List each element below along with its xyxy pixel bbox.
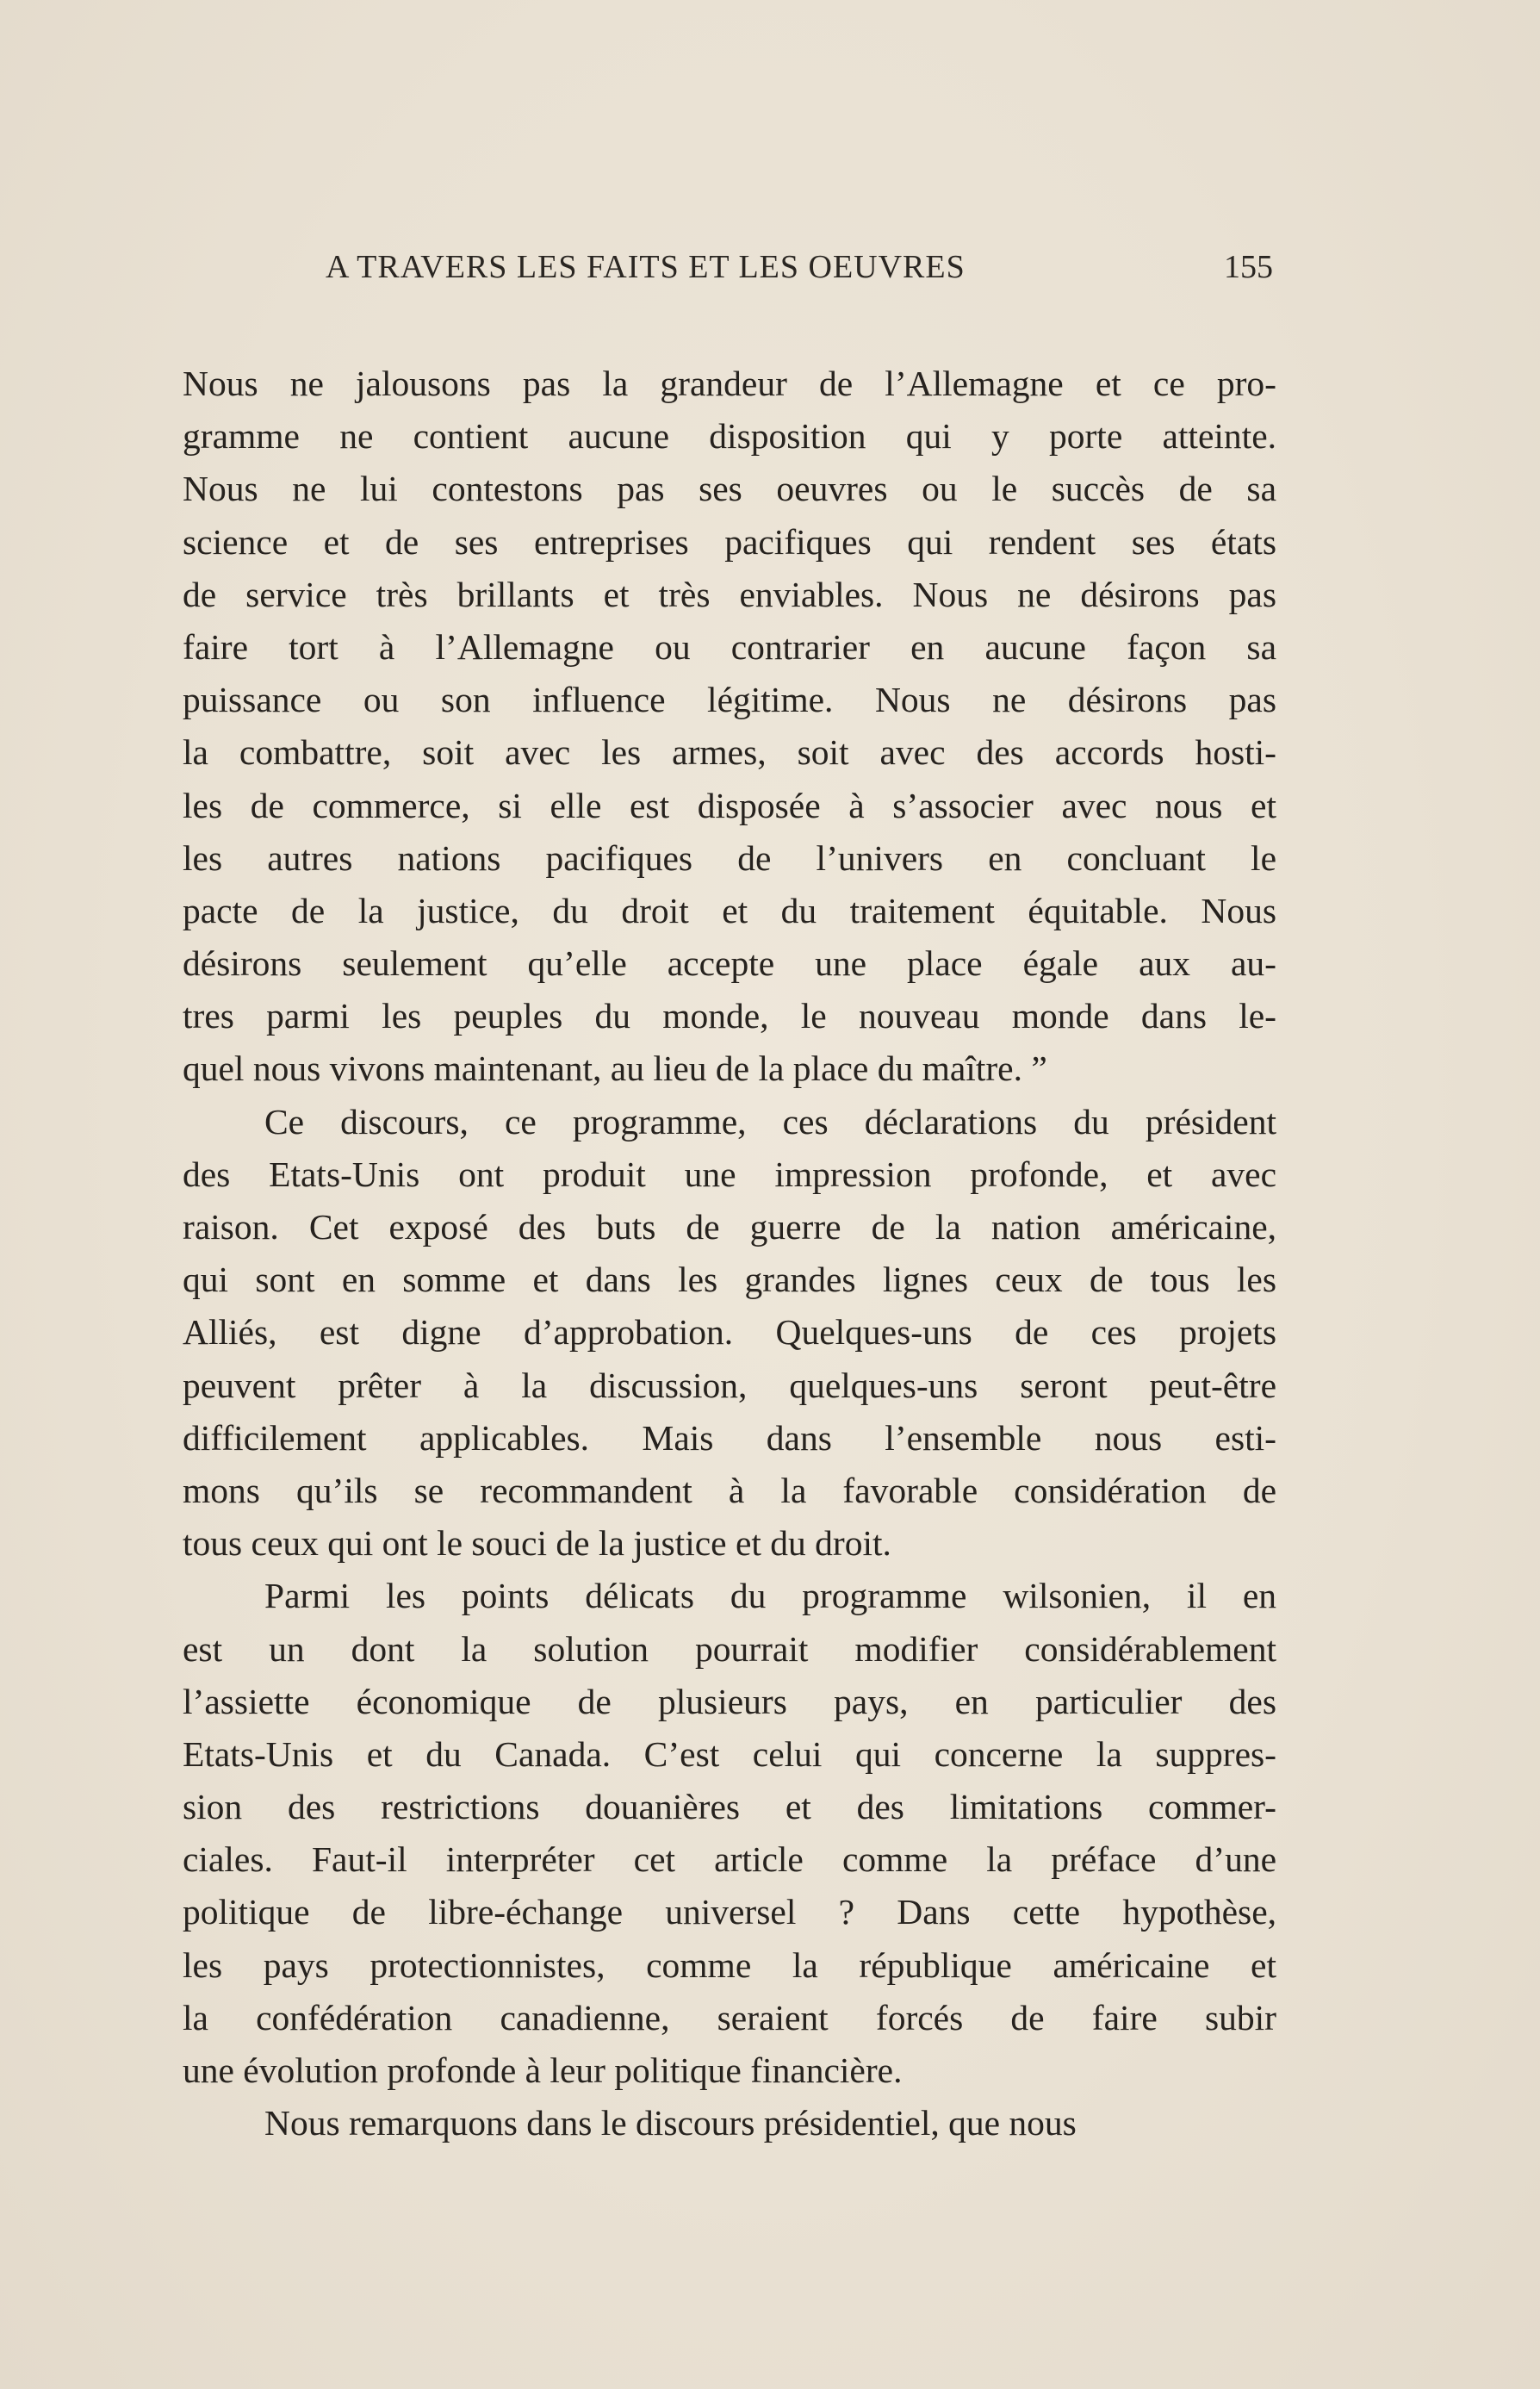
text-line: les autres nations pacifiques de l’univers en concluant le — [183, 837, 1276, 878]
text-line: peuvent prêter à la discussion, quelques-uns seront peut-être — [183, 1365, 1276, 1405]
text-line: difficilement applicables. Mais dans l’ensemble nous esti- — [183, 1417, 1276, 1458]
paragraph — [183, 2097, 1276, 2149]
paragraph — [183, 1570, 1276, 2097]
paragraph — [183, 1096, 1276, 1571]
text-line: raison. Cet exposé des buts de guerre de la nation américaine, — [183, 1207, 1276, 1247]
text-line: qui sont en somme et dans les grandes lignes ceux de tous les — [183, 1260, 1276, 1300]
page-number: 155 — [1224, 249, 1273, 285]
body-text — [183, 358, 1276, 2149]
text-line: la combattre, soit avec les armes, soit avec des accords hosti- — [183, 732, 1276, 773]
text-line: tres parmi les peuples du monde, le nouveau monde dans le- — [183, 996, 1276, 1036]
text-line: quel nous vivons maintenant, au lieu de la place du maître. ” — [183, 1048, 1047, 1089]
paragraph — [183, 358, 1276, 1096]
text-line: sion des restrictions douanières et des limitations commer- — [183, 1787, 1276, 1827]
text-line: ciales. Faut-il interpréter cet article comme la préface d’une — [183, 1839, 1276, 1880]
text-line: Etats-Unis et du Canada. C’est celui qui concerne la suppres- — [183, 1733, 1276, 1774]
text-line: de service très brillants et très enviables. Nous ne désirons pas — [183, 574, 1276, 614]
text-line: science et de ses entreprises pacifiques qui rendent ses états — [183, 521, 1276, 562]
text-line: Alliés, est digne d’approbation. Quelques-uns de ces projets — [183, 1312, 1276, 1353]
text-line: des Etats-Unis ont produit une impression profonde, et avec — [183, 1154, 1276, 1194]
text-line: Nous ne lui contestons pas ses oeuvres ou le succès de sa — [183, 469, 1276, 509]
text-line: tous ceux qui ont le souci de la justice et du droit. — [183, 1523, 891, 1564]
running-title: A TRAVERS LES FAITS ET LES OEUVRES — [326, 249, 966, 285]
text-line: une évolution profonde à leur politique financière. — [183, 2050, 903, 2090]
running-head — [326, 248, 1273, 300]
text-line: mons qu’ils se recommandent à la favorable considération de — [183, 1470, 1276, 1510]
text-line: politique de libre-échange universel ? Dans cette hypothèse, — [183, 1892, 1276, 1932]
text-line: la confédération canadienne, seraient forcés de faire subir — [183, 1997, 1276, 2037]
text-line: les de commerce, si elle est disposée à s’associer avec nous et — [183, 785, 1276, 825]
text-line: pacte de la justice, du droit et du traitement équitable. Nous — [183, 890, 1276, 930]
text-line: Parmi les points délicats du programme wilsonien, il en — [264, 1576, 1276, 1616]
text-line: les pays protectionnistes, comme la république américaine et — [183, 1944, 1276, 1985]
text-line: puissance ou son influence légitime. Nous ne désirons pas — [183, 680, 1276, 720]
text-line: est un dont la solution pourrait modifier considérablement — [183, 1628, 1276, 1669]
text-line: Nous remarquons dans le discours présidentiel, que nous — [264, 2103, 1077, 2143]
text-line: Ce discours, ce programme, ces déclarations du président — [264, 1101, 1276, 1142]
text-line: gramme ne contient aucune disposition qui y porte atteinte. — [183, 416, 1276, 457]
text-line: faire tort à l’Allemagne ou contrarier en aucune façon sa — [183, 626, 1276, 667]
text-line: désirons seulement qu’elle accepte une place égale aux au- — [183, 943, 1276, 984]
text-line: Nous ne jalousons pas la grandeur de l’Allemagne et ce pro- — [183, 364, 1276, 403]
text-line: l’assiette économique de plusieurs pays, en particulier des — [183, 1681, 1276, 1721]
